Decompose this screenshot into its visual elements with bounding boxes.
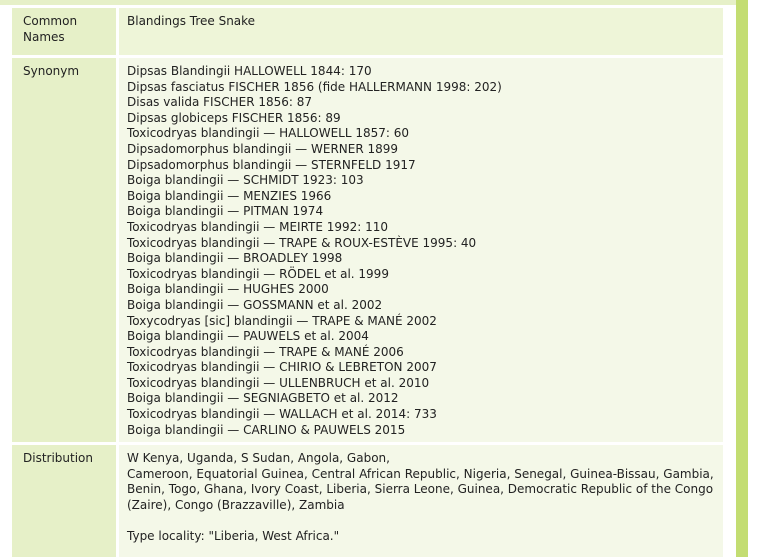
right-margin-bar bbox=[736, 0, 748, 557]
row-synonym bbox=[12, 58, 723, 442]
synonym-item: Toxicodryas blandingii — CHIRIO & LEBRETON 2007 bbox=[127, 360, 437, 375]
synonym-item: Dipsas fasciatus FISCHER 1856 (fide HALLERMANN 1998: 202) bbox=[127, 79, 502, 94]
synonym-item: Boiga blandingii — HUGHES 2000 bbox=[127, 282, 329, 297]
synonym-item: Dipsas globiceps FISCHER 1856: 89 bbox=[127, 110, 341, 125]
common-name-text: Blandings Tree Snake bbox=[127, 14, 256, 28]
common-names-value bbox=[119, 8, 723, 55]
species-info-table bbox=[12, 5, 723, 557]
right-edge bbox=[748, 0, 761, 557]
synonym-item: Boiga blandingii — PAUWELS et al. 2004 bbox=[127, 329, 369, 344]
distribution-line: Benin, Togo, Ghana, Ivory Coast, Liberia, Sierra Leone, Guinea, Democratic Republic of the Congo bbox=[127, 482, 714, 497]
synonym-item: Toxicodryas blandingii — WALLACH et al. 2014: 733 bbox=[127, 407, 437, 422]
synonym-list bbox=[119, 58, 723, 442]
synonym-item: Toxicodryas blandingii — TRAPE & ROUX-ESTÈVE 1995: 40 bbox=[127, 235, 477, 250]
synonym-item: Boiga blandingii — MENZIES 1966 bbox=[127, 188, 332, 203]
common-names-label-line2: Names bbox=[23, 29, 65, 44]
paragraph-spacer bbox=[127, 545, 717, 557]
type-locality: Type locality: "Liberia, West Africa." bbox=[127, 529, 340, 544]
synonym-item: Toxicodryas blandingii — RÖDEL et al. 1999 bbox=[127, 266, 389, 281]
row-distribution bbox=[12, 445, 723, 557]
distribution-line: W Kenya, Uganda, S Sudan, Angola, Gabon, bbox=[127, 451, 390, 466]
row-common-names bbox=[12, 8, 723, 55]
synonym-item: Toxicodryas blandingii — HALLOWELL 1857: 60 bbox=[127, 126, 410, 141]
synonym-item: Toxycodryas [sic] blandingii — TRAPE & MANÉ 2002 bbox=[127, 313, 437, 328]
common-names-label-line1: Common bbox=[23, 14, 78, 28]
distribution-line: Cameroon, Equatorial Guinea, Central African Republic, Nigeria, Senegal, Guinea-Bissau, Gambia, bbox=[127, 466, 714, 481]
synonym-item: Toxicodryas blandingii — TRAPE & MANÉ 2006 bbox=[127, 344, 404, 359]
synonym-item: Boiga blandingii — CARLINO & PAUWELS 2015 bbox=[127, 422, 406, 437]
distribution-label: Distribution bbox=[12, 445, 116, 557]
synonym-item: Toxicodryas blandingii — ULLENBRUCH et al. 2010 bbox=[127, 375, 430, 390]
common-names-label bbox=[12, 8, 116, 55]
synonym-item: Disas valida FISCHER 1856: 87 bbox=[127, 95, 313, 110]
distribution-text bbox=[119, 445, 723, 557]
synonym-item: Dipsas Blandingii HALLOWELL 1844: 170 bbox=[127, 64, 372, 78]
synonym-item: Dipsadomorphus blandingii — WERNER 1899 bbox=[127, 141, 399, 156]
synonym-item: Boiga blandingii — SCHMIDT 1923: 103 bbox=[127, 173, 364, 188]
synonym-item: Dipsadomorphus blandingii — STERNFELD 1917 bbox=[127, 157, 416, 172]
synonym-item: Boiga blandingii — GOSSMANN et al. 2002 bbox=[127, 297, 383, 312]
paragraph-spacer bbox=[127, 514, 717, 530]
synonym-label: Synonym bbox=[12, 58, 116, 442]
synonym-item: Boiga blandingii — PITMAN 1974 bbox=[127, 204, 324, 219]
synonym-item: Boiga blandingii — SEGNIAGBETO et al. 2012 bbox=[127, 391, 399, 406]
distribution-line: (Zaire), Congo (Brazzaville), Zambia bbox=[127, 498, 345, 513]
synonym-item: Toxicodryas blandingii — MEIRTE 1992: 110 bbox=[127, 219, 389, 234]
synonym-item: Boiga blandingii — BROADLEY 1998 bbox=[127, 251, 343, 266]
